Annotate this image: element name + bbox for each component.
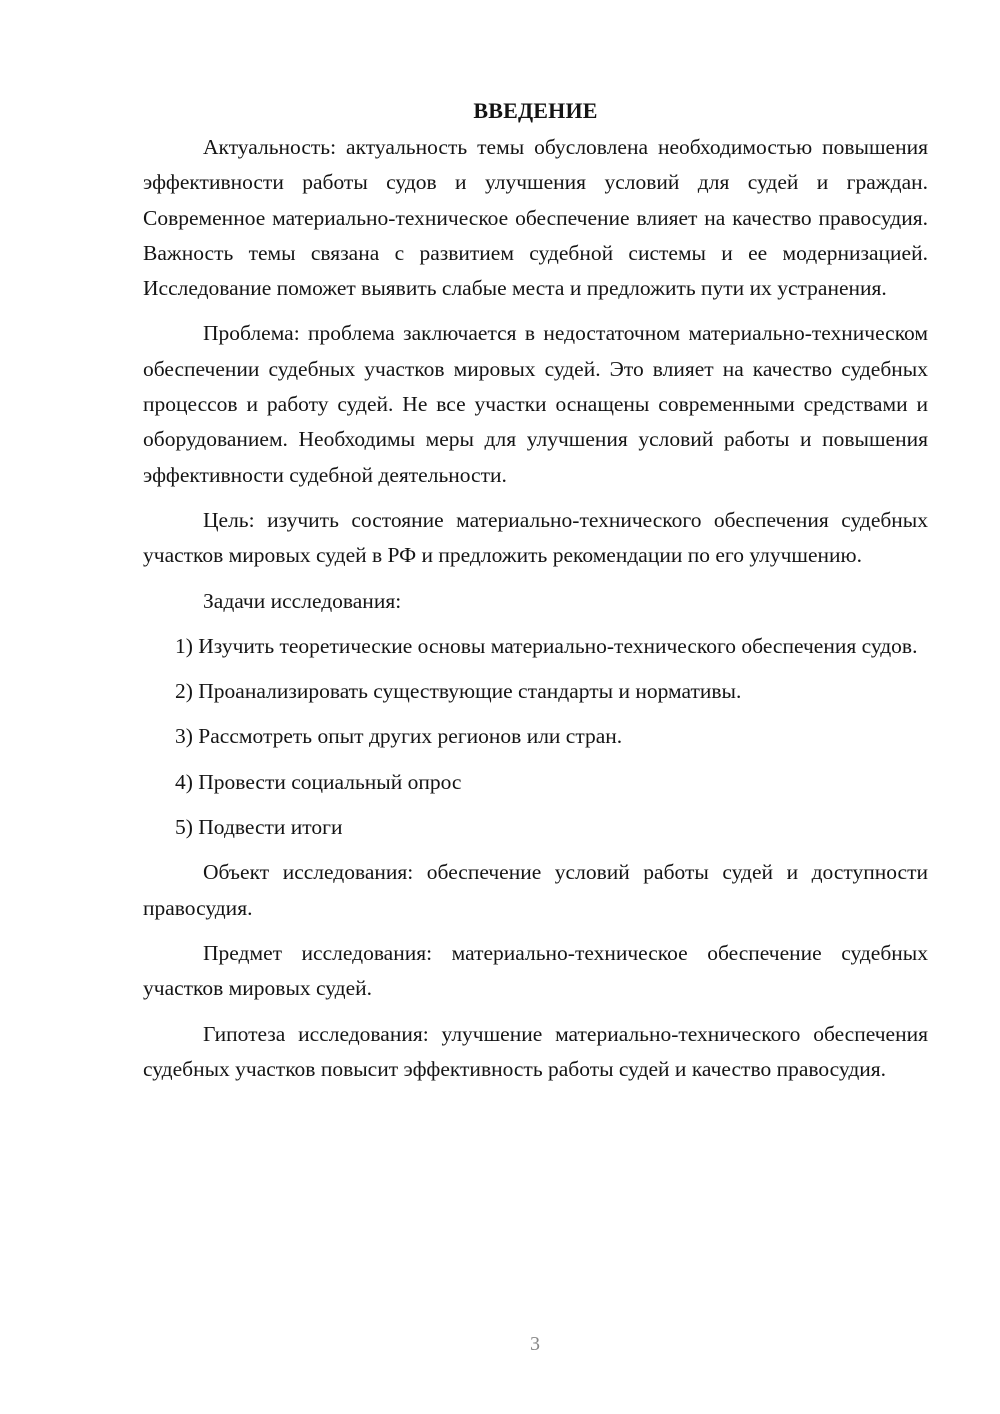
- list-item: 5) Подвести итоги: [175, 815, 343, 840]
- relevance-paragraph: Актуальность: актуальность темы обусловлена необходимостью повышения эффективности работы судов и улучшения условий для судей и граждан. Современное материально-техническое обеспечение влияет на качество правосудия. Важность темы связана с развитием судебной системы и ее модернизацией. Исследование поможет выявить слабые места и предложить пути их устранения.: [143, 135, 928, 301]
- object-paragraph: Объект исследования: обеспечение условий работы судей и доступности правосудия.: [143, 860, 928, 920]
- list-item: 2) Проанализировать существующие стандарты и нормативы.: [175, 679, 742, 704]
- subject-paragraph: Предмет исследования: материально-техническое обеспечение судебных участков мировых судей.: [143, 940, 928, 1001]
- list-item: 3) Рассмотреть опыт других регионов или стран.: [175, 724, 623, 749]
- page-title: ВВЕДЕНИЕ: [473, 98, 598, 123]
- page-number: 3: [530, 1333, 540, 1355]
- hypothesis-paragraph: Гипотеза исследования: улучшение материально-технического обеспечения судебных участков повысит эффективность работы судей и качество правосудия.: [143, 1021, 928, 1081]
- document-page: [143, 92, 928, 1087]
- problem-paragraph: Проблема: проблема заключается в недостаточном материально-техническом обеспечении судебных участков мировых судей. Это влияет на качество судебных процессов и работу судей. Не все участки оснащены современными средствами и оборудованием. Необходимы меры для улучшения условий работы и повышения эффективности судебной деятельности.: [143, 321, 928, 487]
- tasks-heading: Задачи исследования:: [203, 588, 402, 613]
- tasks-list: [143, 629, 928, 845]
- goal-paragraph: Цель: изучить состояние материально-технического обеспечения судебных участков мировых судей в РФ и предложить рекомендации по его улучшению.: [143, 507, 928, 568]
- list-item: 4) Провести социальный опрос: [175, 769, 462, 794]
- list-item: 1) Изучить теоретические основы материально-технического обеспечения судов.: [175, 633, 918, 658]
